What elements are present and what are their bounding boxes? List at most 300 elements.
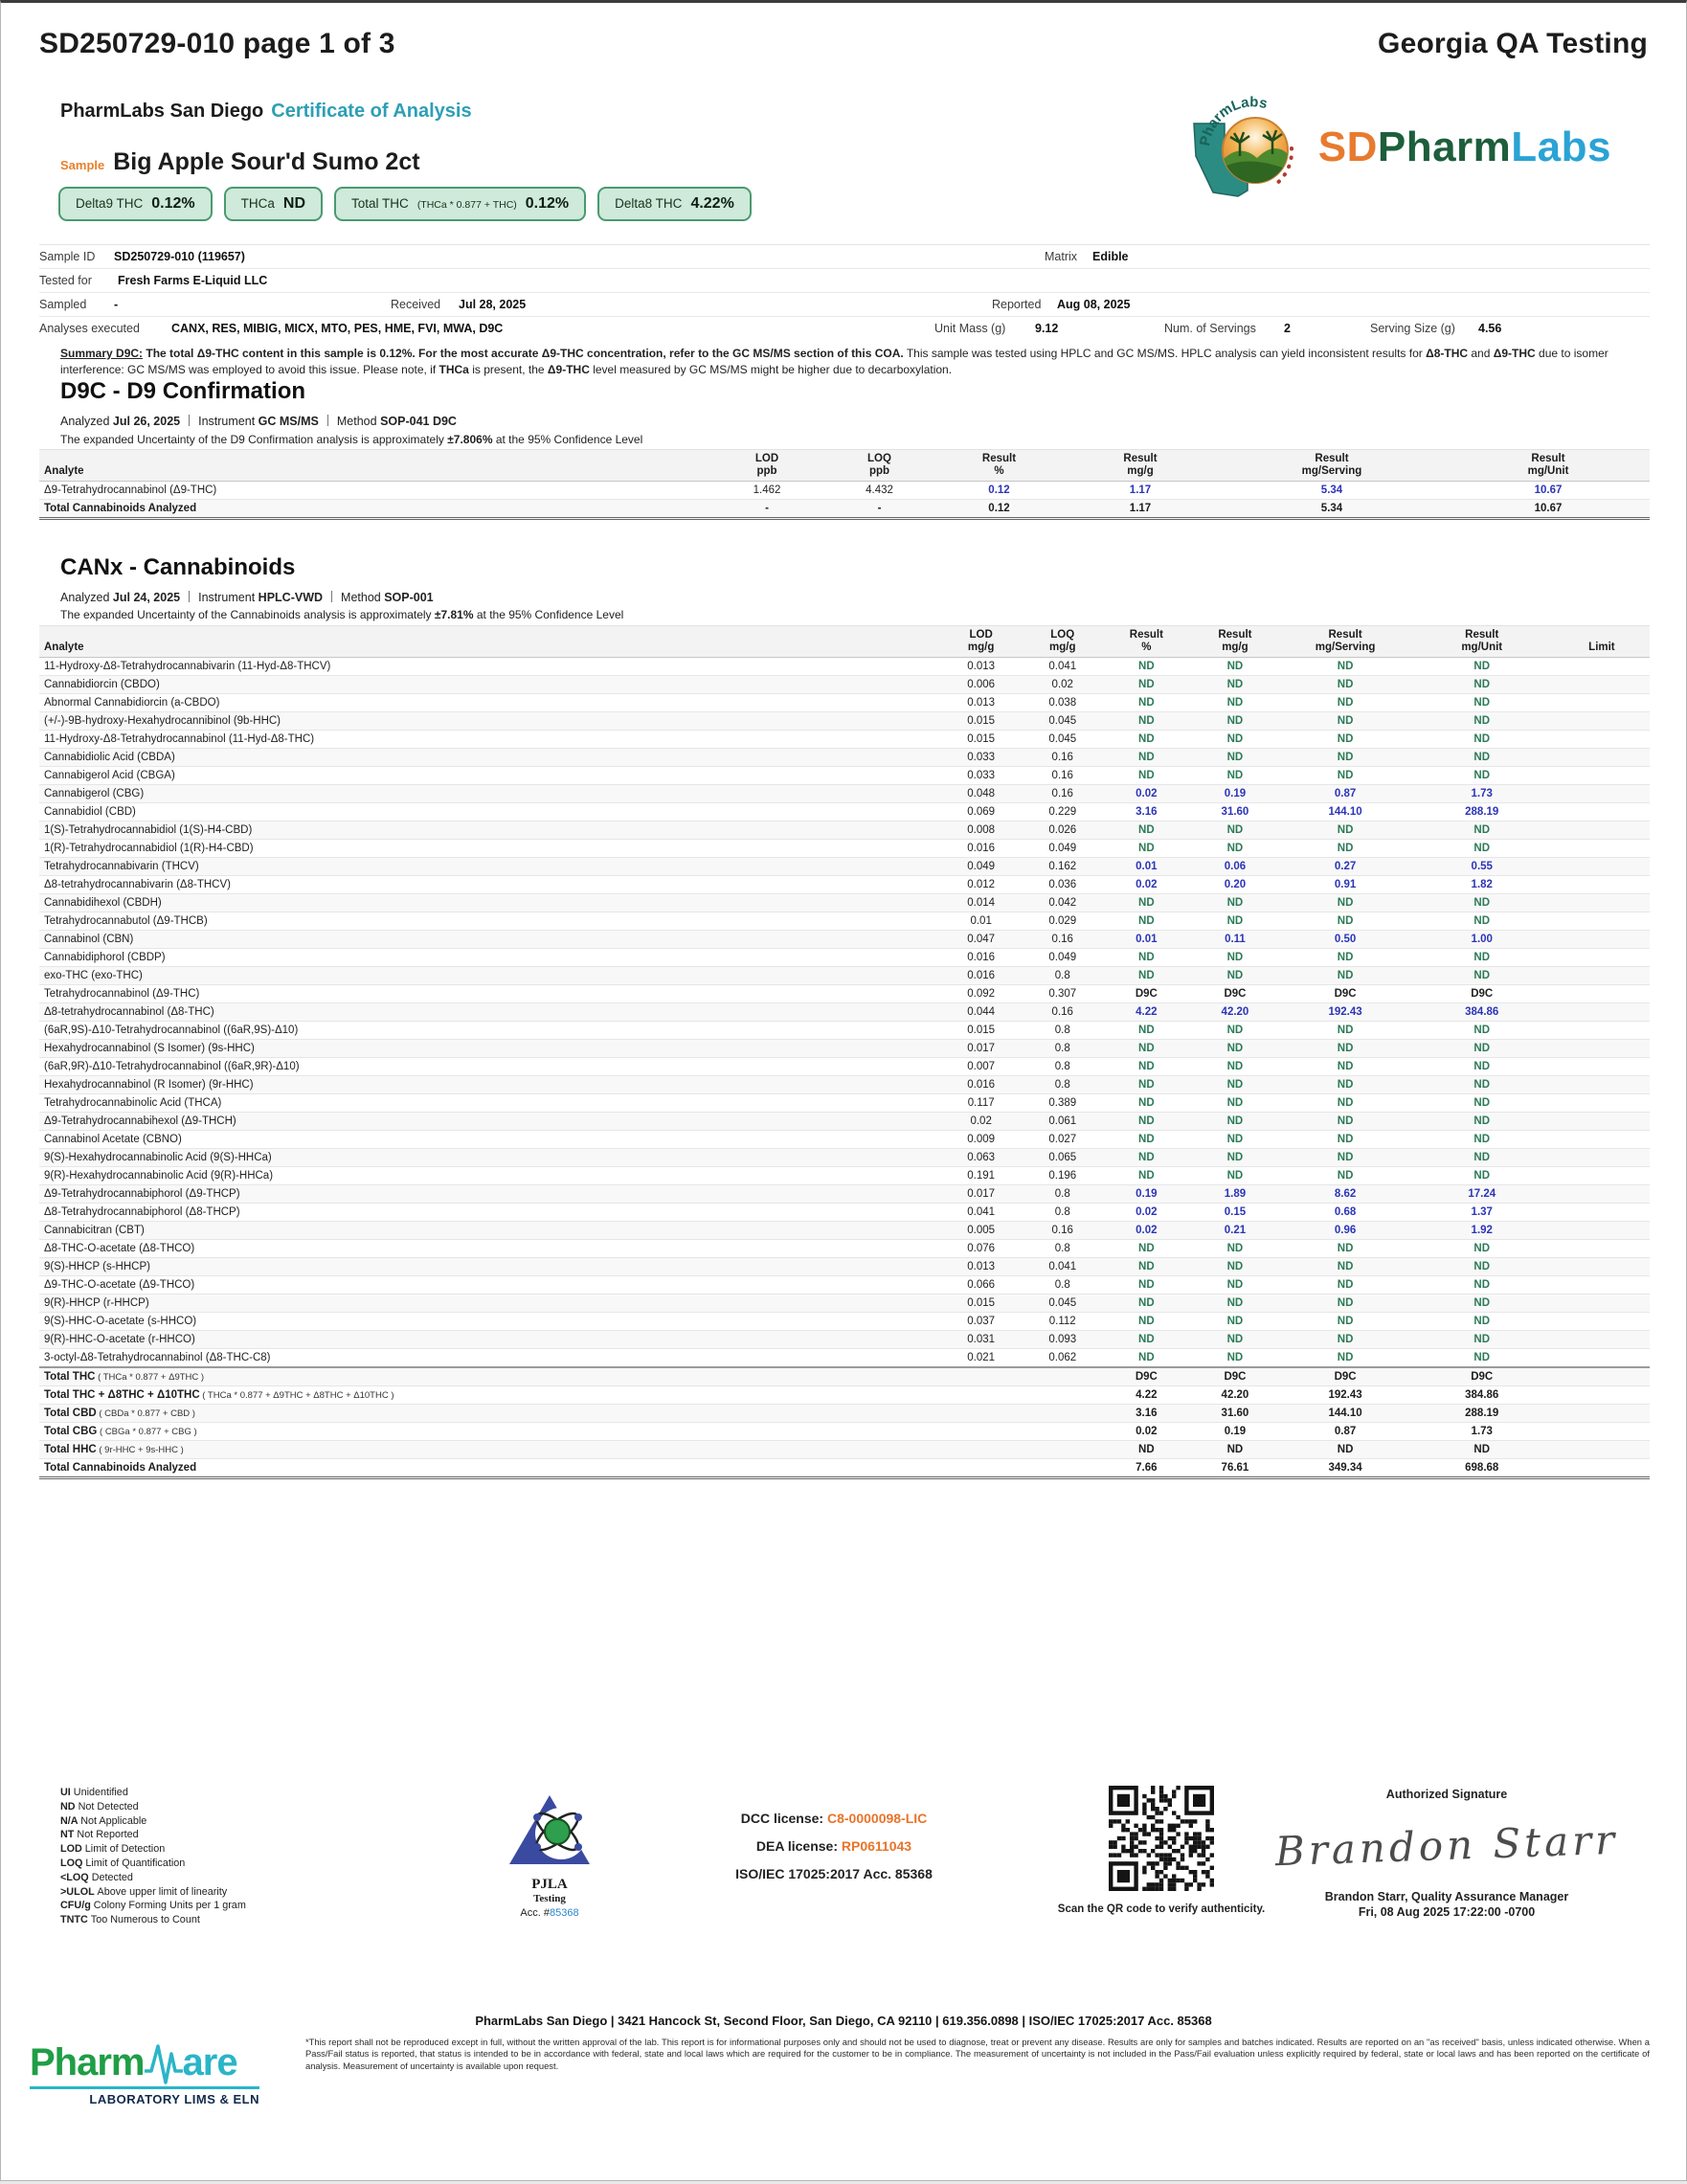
table-row — [39, 1149, 1650, 1167]
pharmware-part1: Pharm — [30, 2040, 145, 2083]
result-mg-unit: ND — [1473, 1444, 1491, 1455]
result-mg-g: ND — [1226, 697, 1244, 709]
limit-value — [1554, 1131, 1650, 1149]
result-mg-unit: ND — [1473, 824, 1491, 836]
loq-value: 0.049 — [1048, 952, 1077, 963]
limit-value — [1554, 1276, 1650, 1295]
analyte-name: 9(S)-Hexahydrocannabinolic Acid (9(S)-HHCa) — [44, 1152, 272, 1163]
result-mg-g: 31.60 — [1221, 806, 1249, 818]
summary-segment: level measured by GC MS/MS might be higher due to decarboxylation. — [589, 363, 953, 376]
limit-value — [1554, 767, 1650, 785]
result-mg-serving: 8.62 — [1334, 1188, 1357, 1200]
pill-label: Delta8 THC — [615, 196, 683, 211]
loq-value: 0.389 — [1048, 1097, 1077, 1109]
column-header: Analyte — [44, 642, 84, 653]
column-header: Result % — [981, 453, 1017, 477]
limit-value — [1554, 1349, 1650, 1368]
sample-name: Big Apple Sour'd Sumo 2ct — [113, 148, 420, 175]
analyte-name: Hexahydrocannabinol (S Isomer) (9s-HHC) — [44, 1043, 255, 1054]
dcc-label: DCC license: — [740, 1811, 827, 1826]
result-mg-serving: ND — [1337, 697, 1354, 709]
loq-value: 0.036 — [1048, 879, 1077, 890]
table-row — [39, 1185, 1650, 1204]
lod-value: 0.117 — [967, 1097, 995, 1109]
sample-id-value: SD250729-010 (119657) — [114, 250, 245, 263]
potency-pills — [58, 187, 752, 221]
result-mg-g: ND — [1226, 1243, 1244, 1254]
result-percent: ND — [1138, 1352, 1155, 1363]
page-header — [39, 28, 1648, 60]
license-block — [623, 1811, 1045, 1894]
result-mg-g: ND — [1226, 1352, 1244, 1363]
result-mg-g: 0.15 — [1224, 1206, 1247, 1218]
total-name: Total Cannabinoids Analyzed — [44, 1462, 197, 1474]
limit-value — [1554, 749, 1650, 767]
total-formula: ( CBGa * 0.877 + CBG ) — [97, 1427, 197, 1437]
sample-line — [60, 148, 420, 176]
client-name: Georgia QA Testing — [1378, 28, 1648, 59]
analyte-name: Δ9-THC-O-acetate (Δ9-THCO) — [44, 1279, 195, 1291]
table-row — [39, 1076, 1650, 1094]
pill-label: Delta9 THC — [76, 196, 144, 211]
result-percent: ND — [1138, 1444, 1155, 1455]
result-mg-g: ND — [1226, 1079, 1244, 1091]
analyte-name: Cannabigerol (CBG) — [44, 788, 145, 799]
result-percent: 0.01 — [1136, 861, 1158, 872]
total-formula: ( THCa * 0.877 + Δ9THC + Δ8THC + Δ10THC ) — [199, 1390, 394, 1401]
lod-value — [940, 1367, 1022, 1386]
pill-label: THCa — [240, 196, 275, 211]
logo-pharm: Pharm — [1377, 123, 1512, 170]
definition-item: TNTC Too Numerous to Count — [60, 1914, 200, 1926]
result-percent: ND — [1138, 697, 1155, 709]
loq-value: 0.8 — [1054, 1206, 1070, 1218]
limit-value — [1554, 967, 1650, 985]
result-mg-unit: ND — [1473, 1334, 1491, 1345]
analyte-name: 1(S)-Tetrahydrocannabidiol (1(S)-H4-CBD) — [44, 824, 253, 836]
definition-item: NT Not Reported — [60, 1829, 139, 1841]
result-mg-g: 1.17 — [1064, 500, 1217, 519]
result-percent: ND — [1138, 733, 1155, 745]
total-row — [39, 1441, 1650, 1459]
limit-value — [1554, 840, 1650, 858]
result-mg-g: ND — [1226, 952, 1244, 963]
table-row — [39, 1240, 1650, 1258]
result-mg-g: ND — [1226, 1297, 1244, 1309]
result-percent: 0.01 — [1136, 934, 1158, 945]
limit-value — [1554, 1222, 1650, 1240]
result-mg-unit: ND — [1473, 1279, 1491, 1291]
result-mg-serving: 192.43 — [1328, 1389, 1362, 1401]
instrument-label: Instrument — [198, 415, 256, 428]
tested-for-label: Tested for — [39, 274, 92, 287]
total-label — [39, 1441, 940, 1459]
result-mg-unit: ND — [1473, 897, 1491, 909]
result-mg-g: 42.20 — [1221, 1389, 1249, 1401]
summary-segment: is present, the — [468, 363, 548, 376]
page-title: SD250729-010 page 1 of 3 — [39, 28, 395, 59]
total-name: Total HHC — [44, 1444, 97, 1455]
signature-date: Fri, 08 Aug 2025 17:22:00 -0700 — [1358, 1905, 1536, 1919]
result-mg-serving: ND — [1337, 970, 1354, 981]
result-mg-unit: ND — [1473, 1243, 1491, 1254]
result-mg-serving: ND — [1337, 1279, 1354, 1291]
matrix-label: Matrix — [1045, 250, 1078, 263]
result-mg-unit: ND — [1473, 661, 1491, 672]
result-mg-g: ND — [1226, 1279, 1244, 1291]
loq-value — [1022, 1386, 1103, 1405]
lod-value: 0.031 — [967, 1334, 996, 1345]
pill-formula: (THCa * 0.877 + THC) — [416, 199, 517, 211]
canx-uncertainty — [60, 608, 623, 621]
result-mg-g: ND — [1226, 915, 1244, 927]
limit-value — [1554, 1459, 1650, 1478]
result-percent: 3.16 — [1136, 1407, 1158, 1419]
lod-value: 0.033 — [967, 770, 996, 781]
column-header: Result mg/Unit — [1461, 629, 1503, 653]
result-percent: D9C — [1103, 1367, 1189, 1386]
definition-item: >ULOL Above upper limit of linearity — [60, 1885, 228, 1898]
loq-value — [1022, 1367, 1103, 1386]
reported-label: Reported — [992, 298, 1042, 311]
signature-title: Authorized Signature — [1385, 1788, 1508, 1801]
column-header: Analyte — [44, 465, 84, 477]
lod-value: - — [709, 500, 824, 519]
definition-item: CFU/g Colony Forming Units per 1 gram — [60, 1900, 246, 1912]
analyte-name: Abnormal Cannabidiorcin (a-CBDO) — [44, 697, 220, 709]
uncertainty-text: The expanded Uncertainty of the D9 Confirmation analysis is approximately — [60, 433, 448, 446]
loq-value: 0.162 — [1048, 861, 1077, 872]
result-mg-g: ND — [1226, 1152, 1244, 1163]
loq-value: 0.16 — [1051, 934, 1073, 945]
table-row — [39, 694, 1650, 712]
loq-value — [1022, 1441, 1103, 1459]
analyte-name: Cannabidiolic Acid (CBDA) — [44, 752, 175, 763]
result-mg-serving: ND — [1337, 897, 1354, 909]
acc-number: 85368 — [549, 1907, 579, 1919]
table-row — [39, 876, 1650, 894]
limit-value — [1554, 1185, 1650, 1204]
limit-value — [1554, 822, 1650, 840]
thca-pill — [224, 187, 323, 221]
loq-value: 0.029 — [1048, 915, 1077, 927]
report-type: Certificate of Analysis — [271, 101, 472, 122]
loq-value — [1022, 1405, 1103, 1423]
lod-value: 0.047 — [967, 934, 996, 945]
result-mg-unit: 10.67 — [1447, 500, 1650, 519]
table-row — [39, 840, 1650, 858]
limit-value — [1554, 1405, 1650, 1423]
d9c-uncertainty — [60, 433, 642, 446]
definition-item: N/A Not Applicable — [60, 1814, 147, 1827]
total-label — [39, 1423, 940, 1441]
analyte-name: Δ9-Tetrahydrocannabinol (Δ9-THC) — [44, 484, 217, 496]
result-mg-serving: 0.96 — [1334, 1225, 1357, 1236]
analyzed-label: Analyzed — [60, 591, 110, 604]
result-mg-g: ND — [1226, 715, 1244, 727]
loq-value: 0.112 — [1048, 1316, 1076, 1327]
result-percent: 0.02 — [1136, 879, 1158, 890]
limit-value — [1554, 1040, 1650, 1058]
limit-value — [1554, 912, 1650, 931]
lod-value: 0.015 — [967, 733, 996, 745]
limit-value — [1554, 1058, 1650, 1076]
result-mg-g: ND — [1226, 1061, 1244, 1072]
analyte-name: Δ8-tetrahydrocannabivarin (Δ8-THCV) — [44, 879, 231, 890]
divider — [189, 415, 190, 426]
sample-id-label: Sample ID — [39, 250, 96, 263]
uncertainty-value: ±7.81% — [434, 608, 474, 621]
lod-value: 0.02 — [970, 1115, 992, 1127]
num-servings-label: Num. of Servings — [1164, 322, 1256, 335]
result-percent: 4.22 — [1136, 1389, 1158, 1401]
lod-value: 0.017 — [967, 1043, 996, 1054]
result-mg-serving: 349.34 — [1281, 1459, 1410, 1478]
loq-value: 0.062 — [1048, 1352, 1077, 1363]
result-percent: ND — [1138, 715, 1155, 727]
lod-value: 0.048 — [967, 788, 996, 799]
result-percent: ND — [1138, 752, 1155, 763]
table-row — [39, 1167, 1650, 1185]
qr-code — [1109, 1786, 1214, 1896]
definition-item: LOQ Limit of Quantification — [60, 1857, 186, 1869]
result-mg-unit: ND — [1473, 1352, 1491, 1363]
result-mg-g: 0.19 — [1224, 788, 1247, 799]
loq-value: 0.093 — [1048, 1334, 1077, 1345]
limit-value — [1554, 949, 1650, 967]
limit-value — [1554, 785, 1650, 803]
result-mg-serving: 144.10 — [1328, 806, 1362, 818]
result-percent: ND — [1138, 1097, 1155, 1109]
total-thc-pill — [334, 187, 586, 221]
loq-value: 0.16 — [1051, 752, 1073, 763]
limit-value — [1554, 694, 1650, 712]
result-percent: ND — [1138, 679, 1155, 690]
result-mg-serving: ND — [1337, 733, 1354, 745]
dcc-value: C8-0000098-LIC — [826, 1811, 928, 1826]
result-percent: D9C — [1135, 988, 1158, 1000]
column-header: LOD ppb — [754, 453, 779, 477]
lod-value: 0.007 — [967, 1061, 996, 1072]
result-mg-unit: 1.92 — [1471, 1225, 1493, 1236]
limit-value — [1554, 658, 1650, 676]
result-mg-serving: ND — [1337, 843, 1354, 854]
result-mg-unit: 288.19 — [1465, 1407, 1499, 1419]
total-row — [39, 1367, 1650, 1386]
lod-value: 0.015 — [967, 715, 996, 727]
column-header: Result mg/Unit — [1527, 453, 1569, 477]
limit-value — [1554, 1367, 1650, 1386]
result-mg-serving: 0.68 — [1334, 1206, 1357, 1218]
lod-value: 0.063 — [967, 1152, 996, 1163]
loq-value: 0.229 — [1048, 806, 1077, 818]
total-row — [39, 500, 1650, 519]
table-row — [39, 1222, 1650, 1240]
limit-value — [1554, 894, 1650, 912]
pjla-accreditation-number — [478, 1907, 621, 1919]
serving-size-value: 4.56 — [1478, 322, 1502, 335]
result-percent: 0.02 — [1136, 1225, 1158, 1236]
definition-item: UI Unidentified — [60, 1787, 128, 1798]
loq-value: 0.045 — [1048, 715, 1077, 727]
analyte-name: 9(S)-HHC-O-acetate (s-HHCO) — [44, 1316, 197, 1327]
table-row — [39, 482, 1650, 500]
limit-value — [1554, 731, 1650, 749]
total-name: Total THC — [44, 1371, 96, 1383]
canx-results-table — [39, 625, 1650, 1479]
result-mg-serving: ND — [1337, 1043, 1354, 1054]
result-mg-serving: ND — [1337, 952, 1354, 963]
info-row — [39, 317, 1650, 341]
result-percent: 0.02 — [1136, 1206, 1158, 1218]
result-mg-unit: D9C — [1471, 988, 1494, 1000]
delta8-thc-pill — [597, 187, 752, 221]
lod-value: 0.069 — [967, 806, 996, 818]
result-mg-g: 0.06 — [1224, 861, 1247, 872]
pjla-subtitle: Testing — [533, 1893, 566, 1904]
result-mg-g: ND — [1226, 1043, 1244, 1054]
analyte-name: 9(S)-HHCP (s-HHCP) — [44, 1261, 150, 1272]
result-percent: ND — [1138, 1334, 1155, 1345]
analyte-name: Hexahydrocannabinol (R Isomer) (9r-HHC) — [44, 1079, 254, 1091]
lod-value — [940, 1441, 1022, 1459]
result-mg-g: D9C — [1224, 988, 1247, 1000]
result-mg-serving: ND — [1337, 1444, 1354, 1455]
result-mg-unit: 17.24 — [1468, 1188, 1496, 1200]
analyses-value: CANX, RES, MIBIG, MICX, MTO, PES, HME, FVI, MWA, D9C — [171, 322, 504, 335]
lod-value: 0.015 — [967, 1024, 996, 1036]
result-mg-unit: ND — [1473, 752, 1491, 763]
loq-value: 0.038 — [1048, 697, 1077, 709]
limit-value — [1554, 1149, 1650, 1167]
lod-value: 0.006 — [967, 679, 996, 690]
table-row — [39, 749, 1650, 767]
loq-value: 0.026 — [1048, 824, 1077, 836]
loq-value: 0.02 — [1051, 679, 1073, 690]
result-mg-g: ND — [1226, 1444, 1244, 1455]
result-mg-unit: ND — [1473, 1316, 1491, 1327]
instrument-label: Instrument — [198, 591, 256, 604]
loq-value: 0.16 — [1051, 770, 1073, 781]
result-mg-unit: ND — [1473, 1261, 1491, 1272]
summary-text — [60, 347, 1608, 376]
sdpharmlabs-logo — [1181, 87, 1611, 207]
unit-mass-label: Unit Mass (g) — [934, 322, 1006, 335]
limit-value — [1554, 1240, 1650, 1258]
result-mg-unit: 288.19 — [1465, 806, 1499, 818]
pjla-accreditation — [478, 1790, 621, 1919]
pill-value: ND — [282, 195, 306, 212]
result-mg-g: 0.20 — [1224, 879, 1247, 890]
result-mg-g: ND — [1226, 1316, 1244, 1327]
loq-value: 0.041 — [1048, 1261, 1077, 1272]
info-row — [39, 269, 1650, 293]
analyte-name: 9(R)-Hexahydrocannabinolic Acid (9(R)-HHCa) — [44, 1170, 274, 1182]
result-percent: ND — [1138, 1043, 1155, 1054]
result-mg-g: ND — [1226, 661, 1244, 672]
canx-section-title: CANx - Cannabinoids — [60, 554, 296, 580]
limit-value — [1554, 1094, 1650, 1113]
loq-value: 0.16 — [1051, 1006, 1073, 1018]
loq-value — [1022, 1423, 1103, 1441]
table-row — [39, 912, 1650, 931]
result-percent: ND — [1138, 1279, 1155, 1291]
analyte-name: Cannabigerol Acid (CBGA) — [44, 770, 175, 781]
analyzed-date: Jul 26, 2025 — [112, 415, 181, 428]
result-mg-serving: ND — [1337, 1352, 1354, 1363]
result-mg-unit: ND — [1473, 1115, 1491, 1127]
loq-value: 0.045 — [1048, 733, 1077, 745]
result-mg-g: ND — [1226, 1261, 1244, 1272]
analyte-name: Cannabicitran (CBT) — [44, 1225, 145, 1236]
limit-value — [1554, 1022, 1650, 1040]
column-header: Result mg/Serving — [1315, 629, 1376, 653]
result-mg-serving: ND — [1337, 1079, 1354, 1091]
lod-value: 0.016 — [967, 970, 996, 981]
page-footer — [1, 1784, 1686, 2184]
result-percent: ND — [1138, 1024, 1155, 1036]
analyte-name: Tetrahydrocannabinolic Acid (THCA) — [44, 1097, 222, 1109]
result-mg-unit: ND — [1473, 915, 1491, 927]
total-label: Total Cannabinoids Analyzed — [39, 500, 709, 519]
total-name: Total CBD — [44, 1407, 97, 1419]
method-label: Method — [341, 591, 381, 604]
lod-value: 0.009 — [967, 1134, 996, 1145]
result-percent: 0.19 — [1136, 1188, 1158, 1200]
analyte-name: Cannabidiorcin (CBDO) — [44, 679, 160, 690]
loq-value: 0.8 — [1054, 1043, 1070, 1054]
lod-value: 0.021 — [967, 1352, 996, 1363]
result-mg-unit: ND — [1473, 1297, 1491, 1309]
result-mg-g: ND — [1226, 1024, 1244, 1036]
limit-value — [1554, 1441, 1650, 1459]
loq-value: 0.16 — [1051, 1225, 1073, 1236]
result-mg-serving: ND — [1337, 915, 1354, 927]
summary-segment: THCa — [439, 363, 469, 376]
iso-accreditation: ISO/IEC 17025:2017 Acc. 85368 — [735, 1866, 933, 1881]
result-mg-serving: 0.27 — [1334, 861, 1357, 872]
delta9-thc-pill — [58, 187, 213, 221]
lod-value: 0.076 — [967, 1243, 996, 1254]
pharmware-logo — [30, 2040, 269, 2106]
result-mg-unit: 384.86 — [1465, 1389, 1499, 1401]
divider — [189, 591, 190, 602]
result-mg-unit: D9C — [1410, 1367, 1554, 1386]
result-mg-serving: ND — [1337, 770, 1354, 781]
analyte-name: Δ8-THC-O-acetate (Δ8-THCO) — [44, 1243, 195, 1254]
table-row — [39, 712, 1650, 731]
dea-value: RP0611043 — [841, 1838, 912, 1854]
table-row — [39, 894, 1650, 912]
result-percent: ND — [1138, 897, 1155, 909]
table-row — [39, 822, 1650, 840]
result-mg-unit: ND — [1473, 1134, 1491, 1145]
result-mg-serving: ND — [1337, 1243, 1354, 1254]
result-mg-unit: ND — [1473, 1024, 1491, 1036]
lod-value: 0.017 — [967, 1188, 996, 1200]
result-mg-serving: ND — [1337, 1152, 1354, 1163]
result-mg-unit: ND — [1473, 970, 1491, 981]
total-label — [39, 1367, 940, 1386]
result-mg-serving: ND — [1337, 1097, 1354, 1109]
limit-value — [1554, 1113, 1650, 1131]
uncertainty-text: The expanded Uncertainty of the Cannabinoids analysis is approximately — [60, 608, 435, 621]
limit-value — [1554, 1258, 1650, 1276]
limit-value — [1554, 1313, 1650, 1331]
limit-value — [1554, 1167, 1650, 1185]
analyte-name: (+/-)-9B-hydroxy-Hexahydrocannibinol (9b-HHC) — [44, 715, 281, 727]
sample-info — [39, 244, 1650, 341]
